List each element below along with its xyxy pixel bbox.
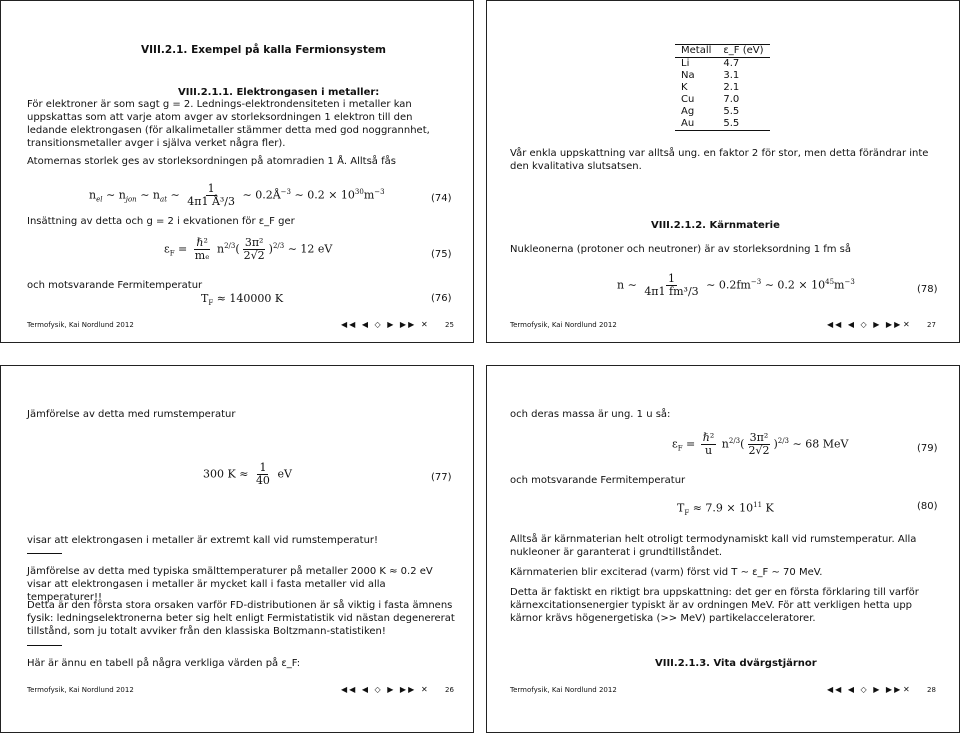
slide-page-28 [486,365,960,733]
paragraph: Nukleonerna (protoner och neutroner) är av storleksordning 1 fm så [510,244,852,255]
section-heading: VIII.2.1. Exempel på kalla Fermionsystem [141,44,386,56]
navigation-arrows[interactable]: ◀◀ ◀ ◇ ▶ ▶▶ [341,685,417,694]
page-number: 27 [927,321,936,329]
paragraph: Vår enkla uppskattning var alltså ung. en faktor 2 för stor, men detta förändrar inte den kvalitativa slutsatsen. [510,148,929,172]
equation-number: (78) [917,284,938,295]
paragraph: och motsvarande Fermitemperatur [510,475,686,486]
equation-79: $\varepsilon_F$ = $\frac{\text{ℏ²}}{u}$ $n^{2/3}$( $\frac{\text{3π²}}{2√2}$ )$^{2/3}$ ∼ 68 MeV [672,431,849,457]
table-row: Li 4.7 [681,58,740,69]
equation-number: (76) [431,293,452,304]
footer-text: Termofysik, Kai Nordlund 2012 [27,321,134,329]
paragraph: Detta är faktiskt en riktigt bra uppskattning: det ger en första förklaring till varför kärnexcitationsenergier typiskt är av ordningen MeV. För att verkligen hetta upp kärnor krävs högenergetiska (>> MeV) partikelacceleratorer. [510,587,919,624]
paragraph: Atomernas storlek ges av storleksordningen på atomradien 1 Å. Alltså fås [27,156,396,167]
table-row: K 2.1 [681,82,740,93]
paragraph: och motsvarande Fermitemperatur [27,280,203,291]
paragraph: Detta är den första stora orsaken varför FD-distributionen är så viktig i fasta ämnens fysik: ledningselektronerna beter sig helt enligt Fermistatistik vid nästan degenererat tillstånd, som ju totalt avviker från den klassiska Boltzmann-statistiken! [27,600,455,637]
navigation-arrows[interactable]: ◀◀ ◀ ◇ ▶ ▶▶ [827,685,903,694]
equation-number: (79) [917,443,938,454]
slide-page-25 [0,0,474,343]
table-header: ε_F (eV) [717,45,769,58]
paragraph: och deras massa är ung. 1 u så: [510,409,671,420]
paragraph: visar att elektrongasen i metaller är extremt kall vid rumstemperatur! [27,535,379,546]
paragraph: Jämförelse av detta med typiska smälttemperaturer på metaller 2000 K ≈ 0.2 eV visar att elektrongasen i metaller är mycket kall i fasta metaller vid alla temperaturer!! [27,566,433,603]
page-number: 25 [445,321,454,329]
equation-76: $T_F \approx 140000$ K [201,292,284,308]
close-icon[interactable]: ✕ [903,685,912,694]
table-header: Metall [675,45,717,58]
subsection-heading: VIII.2.1.1. Elektrongasen i metaller: [178,87,380,98]
table-row: Cu 7.0 [681,94,740,105]
footer-text: Termofysik, Kai Nordlund 2012 [510,686,617,694]
navigation-arrows[interactable]: ◀◀ ◀ ◇ ▶ ▶▶ [827,320,903,329]
subsection-heading: VIII.2.1.3. Vita dvärgstjärnor [655,658,817,669]
equation-80: $T_F \approx 7.9 \times 10^{11}$ K [677,501,774,517]
metal-table [675,44,770,131]
slide-page-27 [486,0,960,343]
equation-74: $n_{el}$ ∼ $n_{jon}$ ∼ $n_{at}$ ∼ $\frac{1}{\text{4π1 Å³/3}}$ ∼ $0.2Å^{-3}$ ∼ $0.2 \times 10^{30}m^{-3}$ [89,182,385,208]
page-number: 28 [927,686,936,694]
paragraph: Insättning av detta och g = 2 i ekvationen för ε_F ger [27,216,295,227]
equation-number: (77) [431,472,452,483]
paragraph: Jämförelse av detta med rumstemperatur [27,409,236,420]
table-row: Au 5.5 [675,118,770,131]
separator-rule [27,645,62,646]
paragraph: Alltså är kärnmaterian helt otroligt termodynamiskt kall vid rumstemperatur. Alla nukleoner är garanterat i grundtillståndet. [510,534,917,558]
equation-77: 300 K ≈ $\frac{1}{40}$ eV [203,461,292,487]
equation-number: (75) [431,249,452,260]
slide-page-26 [0,365,474,733]
navigation-arrows[interactable]: ◀◀ ◀ ◇ ▶ ▶▶ [341,320,417,329]
equation-number: (80) [917,501,938,512]
page-number: 26 [445,686,454,694]
close-icon[interactable]: ✕ [421,685,430,694]
footer-text: Termofysik, Kai Nordlund 2012 [27,686,134,694]
close-icon[interactable]: ✕ [903,320,912,329]
subsection-heading: VIII.2.1.2. Kärnmaterie [651,220,780,231]
table-row: Ag 5.5 [681,106,740,117]
equation-number: (74) [431,193,452,204]
equation-78: n ∼ $\frac{1}{\text{4π1 fm³/3}}$ ∼ $0.2fm^{-3}$ ∼ $0.2 \times 10^{45}m^{-3}$ [617,272,855,298]
separator-rule [27,553,62,554]
paragraph: Kärnmaterien blir exciterad (varm) först vid T ∼ ε_F ∼ 70 MeV. [510,567,823,578]
paragraph: För elektroner är som sagt g = 2. Lednings-elektrondensiteten i metaller kan uppskattas som att varje atom avger av storleksordningen 1 elektron till den ledande elektrongasen (för alkalimetaller stämmer detta med god noggrannhet, transitionsmetaller avger i själva verket några fler). [27,99,430,149]
close-icon[interactable]: ✕ [421,320,430,329]
paragraph: Här är ännu en tabell på några verkliga värden på ε_F: [27,658,301,669]
footer-text: Termofysik, Kai Nordlund 2012 [510,321,617,329]
table-row: Na 3.1 [681,70,740,81]
equation-75: $\varepsilon_F$ = $\frac{\text{ℏ²}}{\text{mₑ}}$ $n^{2/3}$( $\frac{\text{3π²}}{2√2}$ )$^{2/3}$ ∼ 12 eV [164,236,333,262]
